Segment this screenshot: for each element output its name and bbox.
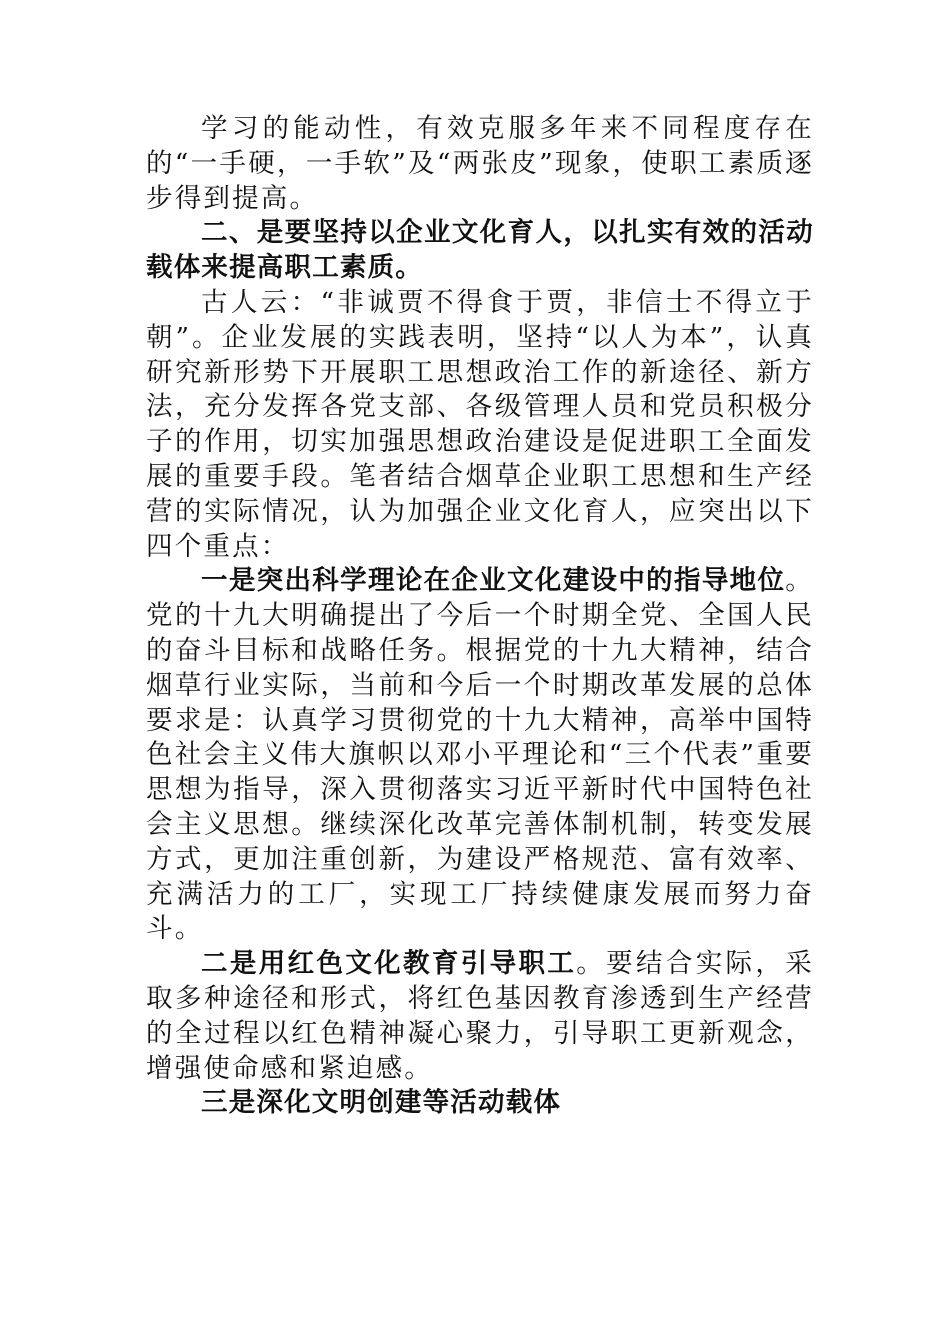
paragraph-intro: 古人云：“非诚贾不得食于贾，非信士不得立于朝”。企业发展的实践表明，坚持“以人为本”，认真研究新形势下开展职工思想政治工作的新途径、新方法，充分发挥各党支部、各级管理人员和党员积极分子的作用，切实加强思想政治建设是促进职工全面发展的重要手段。笔者结合烟草企业职工思想和生产经营的实际情况，认为加强企业文化育人，应突出以下四个重点： [146, 286, 814, 562]
section-heading: 二、是要坚持以企业文化育人，以扎实有效的活动载体来提高职工素质。 [146, 217, 814, 284]
point-three-lead: 三是深化文明创建等活动载体 [201, 1087, 562, 1119]
point-one-body: 。党的十九大明确提出了今后一个时期全党、全国人民的奋斗目标和战略任务。根据党的十九大精神，结合烟草行业实际，当前和今后一个时期改革发展的总体要求是：认真学习贯彻党的十九大精神，高举中国特色社会主义伟大旗帜以邓小平理论和“三个代表”重要思想为指导，深入贯彻落实习近平新时代中国特色社会主义思想。继续深化改革完善体制机制，转变发展方式，更加注重创新，为建设严格规范、富有效率、充满活力的工厂，实现工厂持续健康发展而努力奋斗。 [146, 565, 814, 945]
paragraph-point-one [146, 564, 814, 947]
paragraph-point-three [146, 1086, 814, 1121]
point-one-lead: 一是突出科学理论在企业文化建设中的指导地位 [201, 565, 786, 597]
paragraph-continuation: 学习的能动性，有效克服多年来不同程度存在的“一手硬，一手软”及“两张皮”现象，使职工素质逐步得到提高。 [146, 113, 814, 214]
paragraph-point-two [146, 947, 814, 1086]
point-two-body: 。要结合实际，采取多种途径和形式，将红色基因教育渗透到生产经营的全过程以红色精神凝心聚力，引导职工更新观念，增强使命感和紧迫感。 [146, 948, 814, 1084]
point-two-lead: 二是用红色文化教育引导职工 [201, 948, 577, 980]
document-page [146, 112, 814, 1121]
